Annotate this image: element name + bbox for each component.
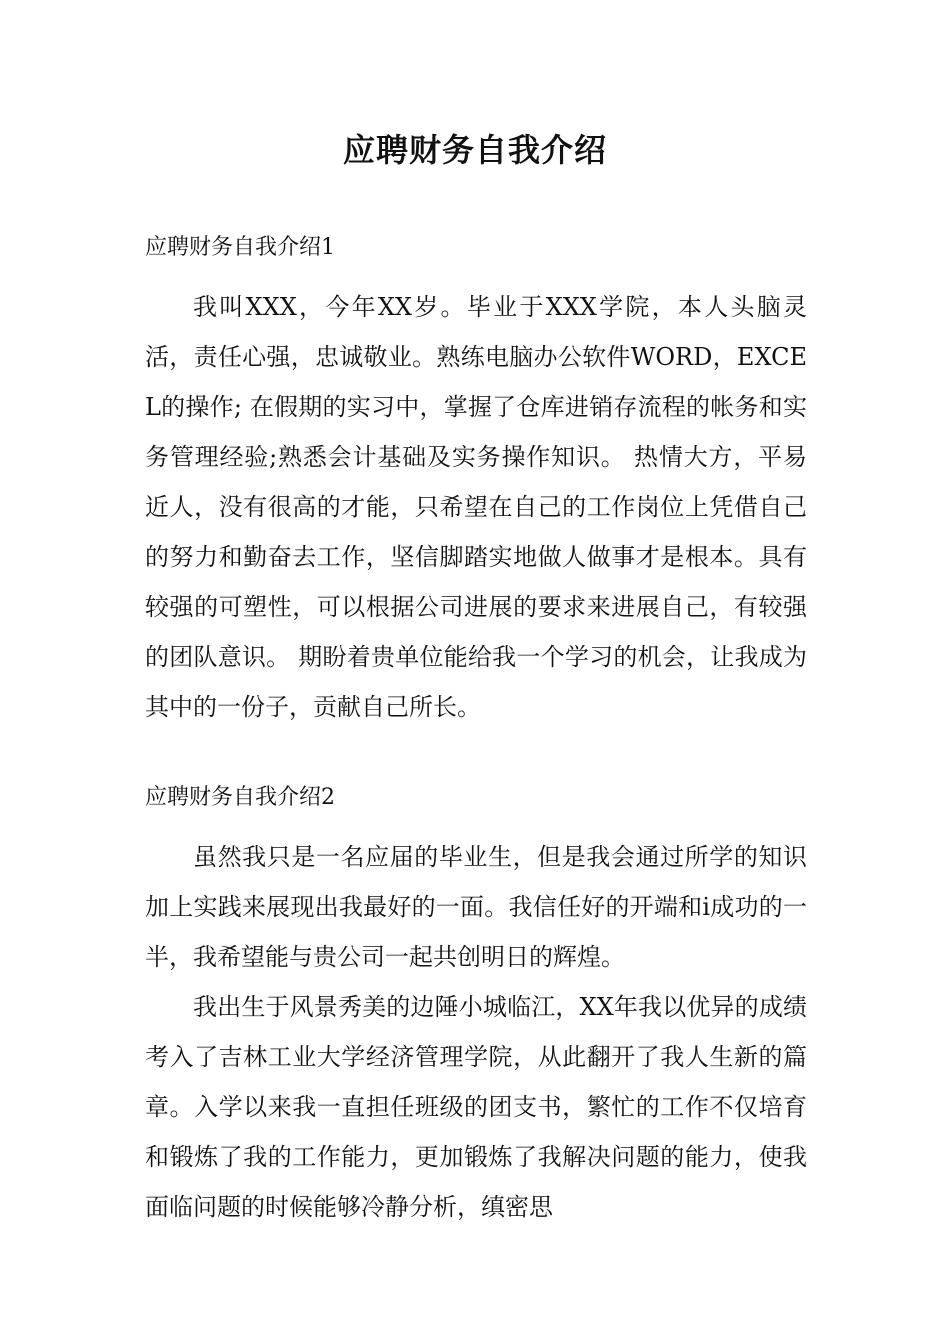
paragraph: 虽然我只是一名应届的毕业生，但是我会通过所学的知识加上实践来展现出我最好的一面。我信任好的开端和i成功的一半，我希望能与贵公司一起共创明日的辉煌。: [145, 843, 807, 971]
paragraph: 我叫XXX，今年XX岁。毕业于XXX学院，本人头脑灵活，责任心强，忠诚敬业。熟练电脑办公软件WORD，EXCEL的操作; 在假期的实习中，掌握了仓库进销存流程的帐务和实务管理经验;熟悉会计基础及实务操作知识。 热情大方，平易近人，没有很高的才能，只希望在自己的工作岗位上凭借自己的努力和勤奋去工作，坚信脚踏实地做人做事才是根本。具有较强的可塑性，可以根据公司进展的要求来进展自己，有较强的团队意识。 期盼着贵单位能给我一个学习的机会，让我成为其中的一份子，贡献自己所长。: [145, 293, 807, 721]
section-1: [145, 232, 807, 732]
section-2: [145, 782, 807, 1232]
page-title: 应聘财务自我介绍: [342, 131, 607, 169]
section-heading: 应聘财务自我介绍2: [145, 785, 335, 810]
section-heading: 应聘财务自我介绍1: [145, 235, 335, 260]
paragraph: 我出生于风景秀美的边陲小城临江，XX年我以优异的成绩考入了吉林工业大学经济管理学院，从此翻开了我人生新的篇章。入学以来我一直担任班级的团支书，繁忙的工作不仅培育和锻炼了我的工作能力，更加锻炼了我解决问题的能力，使我面临问题的时候能够冷静分析，缜密思: [145, 993, 807, 1221]
